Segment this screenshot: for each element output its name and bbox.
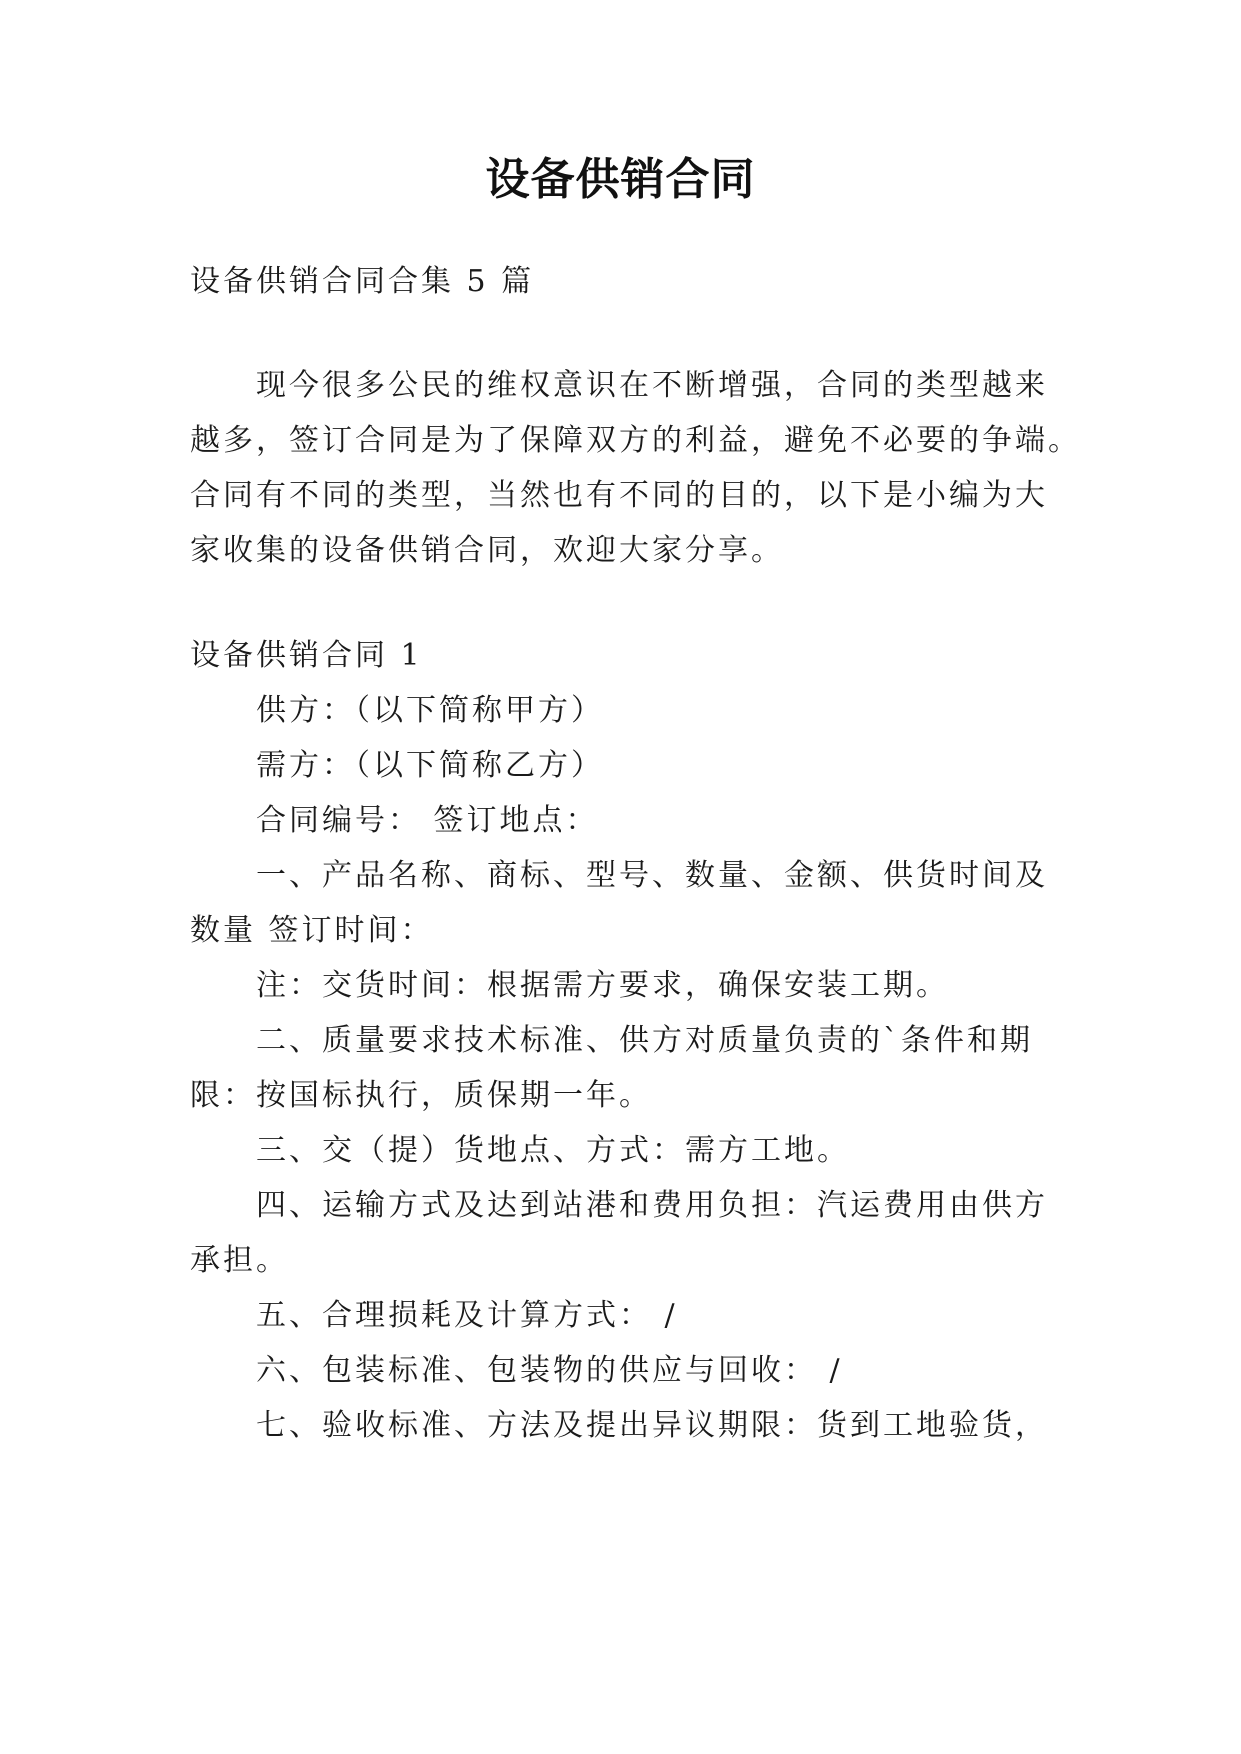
body-line-clause-4: 四、运输方式及达到站港和费用负担：汽运费用由供方 bbox=[256, 1188, 1048, 1223]
intro-line-4: 家收集的设备供销合同，欢迎大家分享。 bbox=[190, 533, 784, 568]
body-line-buyer: 需方：（以下简称乙方） bbox=[256, 748, 604, 783]
body-line-clause-2: 二、质量要求技术标准、供方对质量负责的`条件和期 bbox=[256, 1023, 1033, 1058]
body-line-clause-2-cont: 限：按国标执行，质保期一年。 bbox=[190, 1078, 652, 1113]
body-line-clause-3: 三、交（提）货地点、方式：需方工地。 bbox=[256, 1133, 850, 1168]
section-heading: 设备供销合同 1 bbox=[190, 638, 423, 673]
body-line-clause-7: 七、验收标准、方法及提出异议期限：货到工地验货， bbox=[256, 1408, 1048, 1443]
body-line-clause-1-cont: 数量 签订时间： bbox=[190, 913, 434, 948]
body-line-note: 注：交货时间：根据需方要求，确保安装工期。 bbox=[256, 968, 949, 1003]
body-line-supplier: 供方：（以下简称甲方） bbox=[256, 693, 604, 728]
body-line-contract-no: 合同编号： 签订地点： bbox=[256, 803, 599, 838]
body-line-clause-5: 五、合理损耗及计算方式： / bbox=[256, 1298, 678, 1333]
body-line-clause-1: 一、产品名称、商标、型号、数量、金额、供货时间及 bbox=[256, 858, 1048, 893]
intro-line-2: 越多，签订合同是为了保障双方的利益，避免不必要的争端。 bbox=[190, 423, 1081, 458]
document-title: 设备供销合同 bbox=[485, 154, 756, 205]
intro-line-3: 合同有不同的类型，当然也有不同的目的，以下是小编为大 bbox=[190, 478, 1048, 513]
intro-line-1: 现今很多公民的维权意识在不断增强，合同的类型越来 bbox=[256, 368, 1048, 403]
body-line-clause-6: 六、包装标准、包装物的供应与回收： / bbox=[256, 1353, 843, 1388]
body-line-clause-4-cont: 承担。 bbox=[190, 1243, 289, 1278]
document-subtitle: 设备供销合同合集 5 篇 bbox=[190, 264, 535, 299]
